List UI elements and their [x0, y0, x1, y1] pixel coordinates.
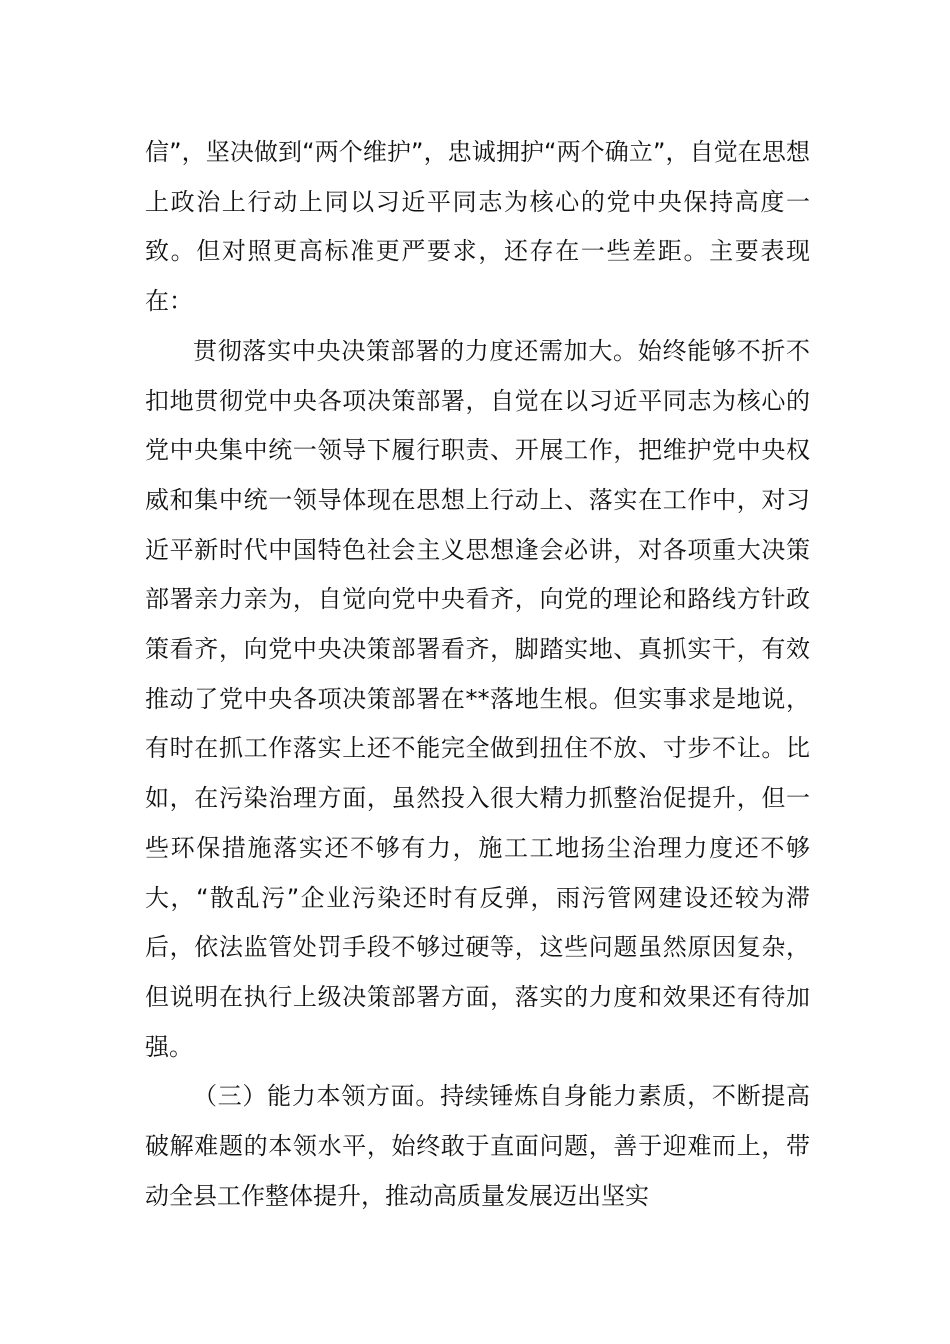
document-body: [145, 128, 810, 1221]
paragraph-policy-implementation: 贯彻落实中央决策部署的力度还需加大。始终能够不折不扣地贯彻党中央各项决策部署，自觉在以习近平同志为核心的党中央集中统一领导下履行职责、开展工作，把维护党中央权威和集中统一领导体现在思想上行动上、落实在工作中，对习近平新时代中国特色社会主义思想逢会必讲，对各项重大决策部署亲力亲为，自觉向党中央看齐，向党的理论和路线方针政策看齐，向党中央决策部署看齐，脚踏实地、真抓实干，有效推动了党中央各项决策部署在**落地生根。但实事求是地说，有时在抓工作落实上还不能完全做到扭住不放、寸步不让。比如，在污染治理方面，虽然投入很大精力抓整治促提升，但一些环保措施落实还不够有力，施工工地扬尘治理力度还不够大，“散乱污”企业污染还时有反弹，雨污管网建设还较为滞后，依法监管处罚手段不够过硬等，这些问题虽然原因复杂，但说明在执行上级决策部署方面，落实的力度和效果还有待加强。: [145, 336, 810, 1061]
paragraph-continued: 信”，坚决做到“两个维护”，忠诚拥护“两个确立”，自觉在思想上政治上行动上同以习近平同志为核心的党中央保持高度一致。但对照更高标准更严要求，还存在一些差距。主要表现在：: [145, 138, 810, 316]
paragraph-capability-section: （三）能力本领方面。持续锤炼自身能力素质，不断提高破解难题的本领水平，始终敢于直面问题，善于迎难而上，带动全县工作整体提升，推动高质量发展迈出坚实: [145, 1082, 810, 1210]
